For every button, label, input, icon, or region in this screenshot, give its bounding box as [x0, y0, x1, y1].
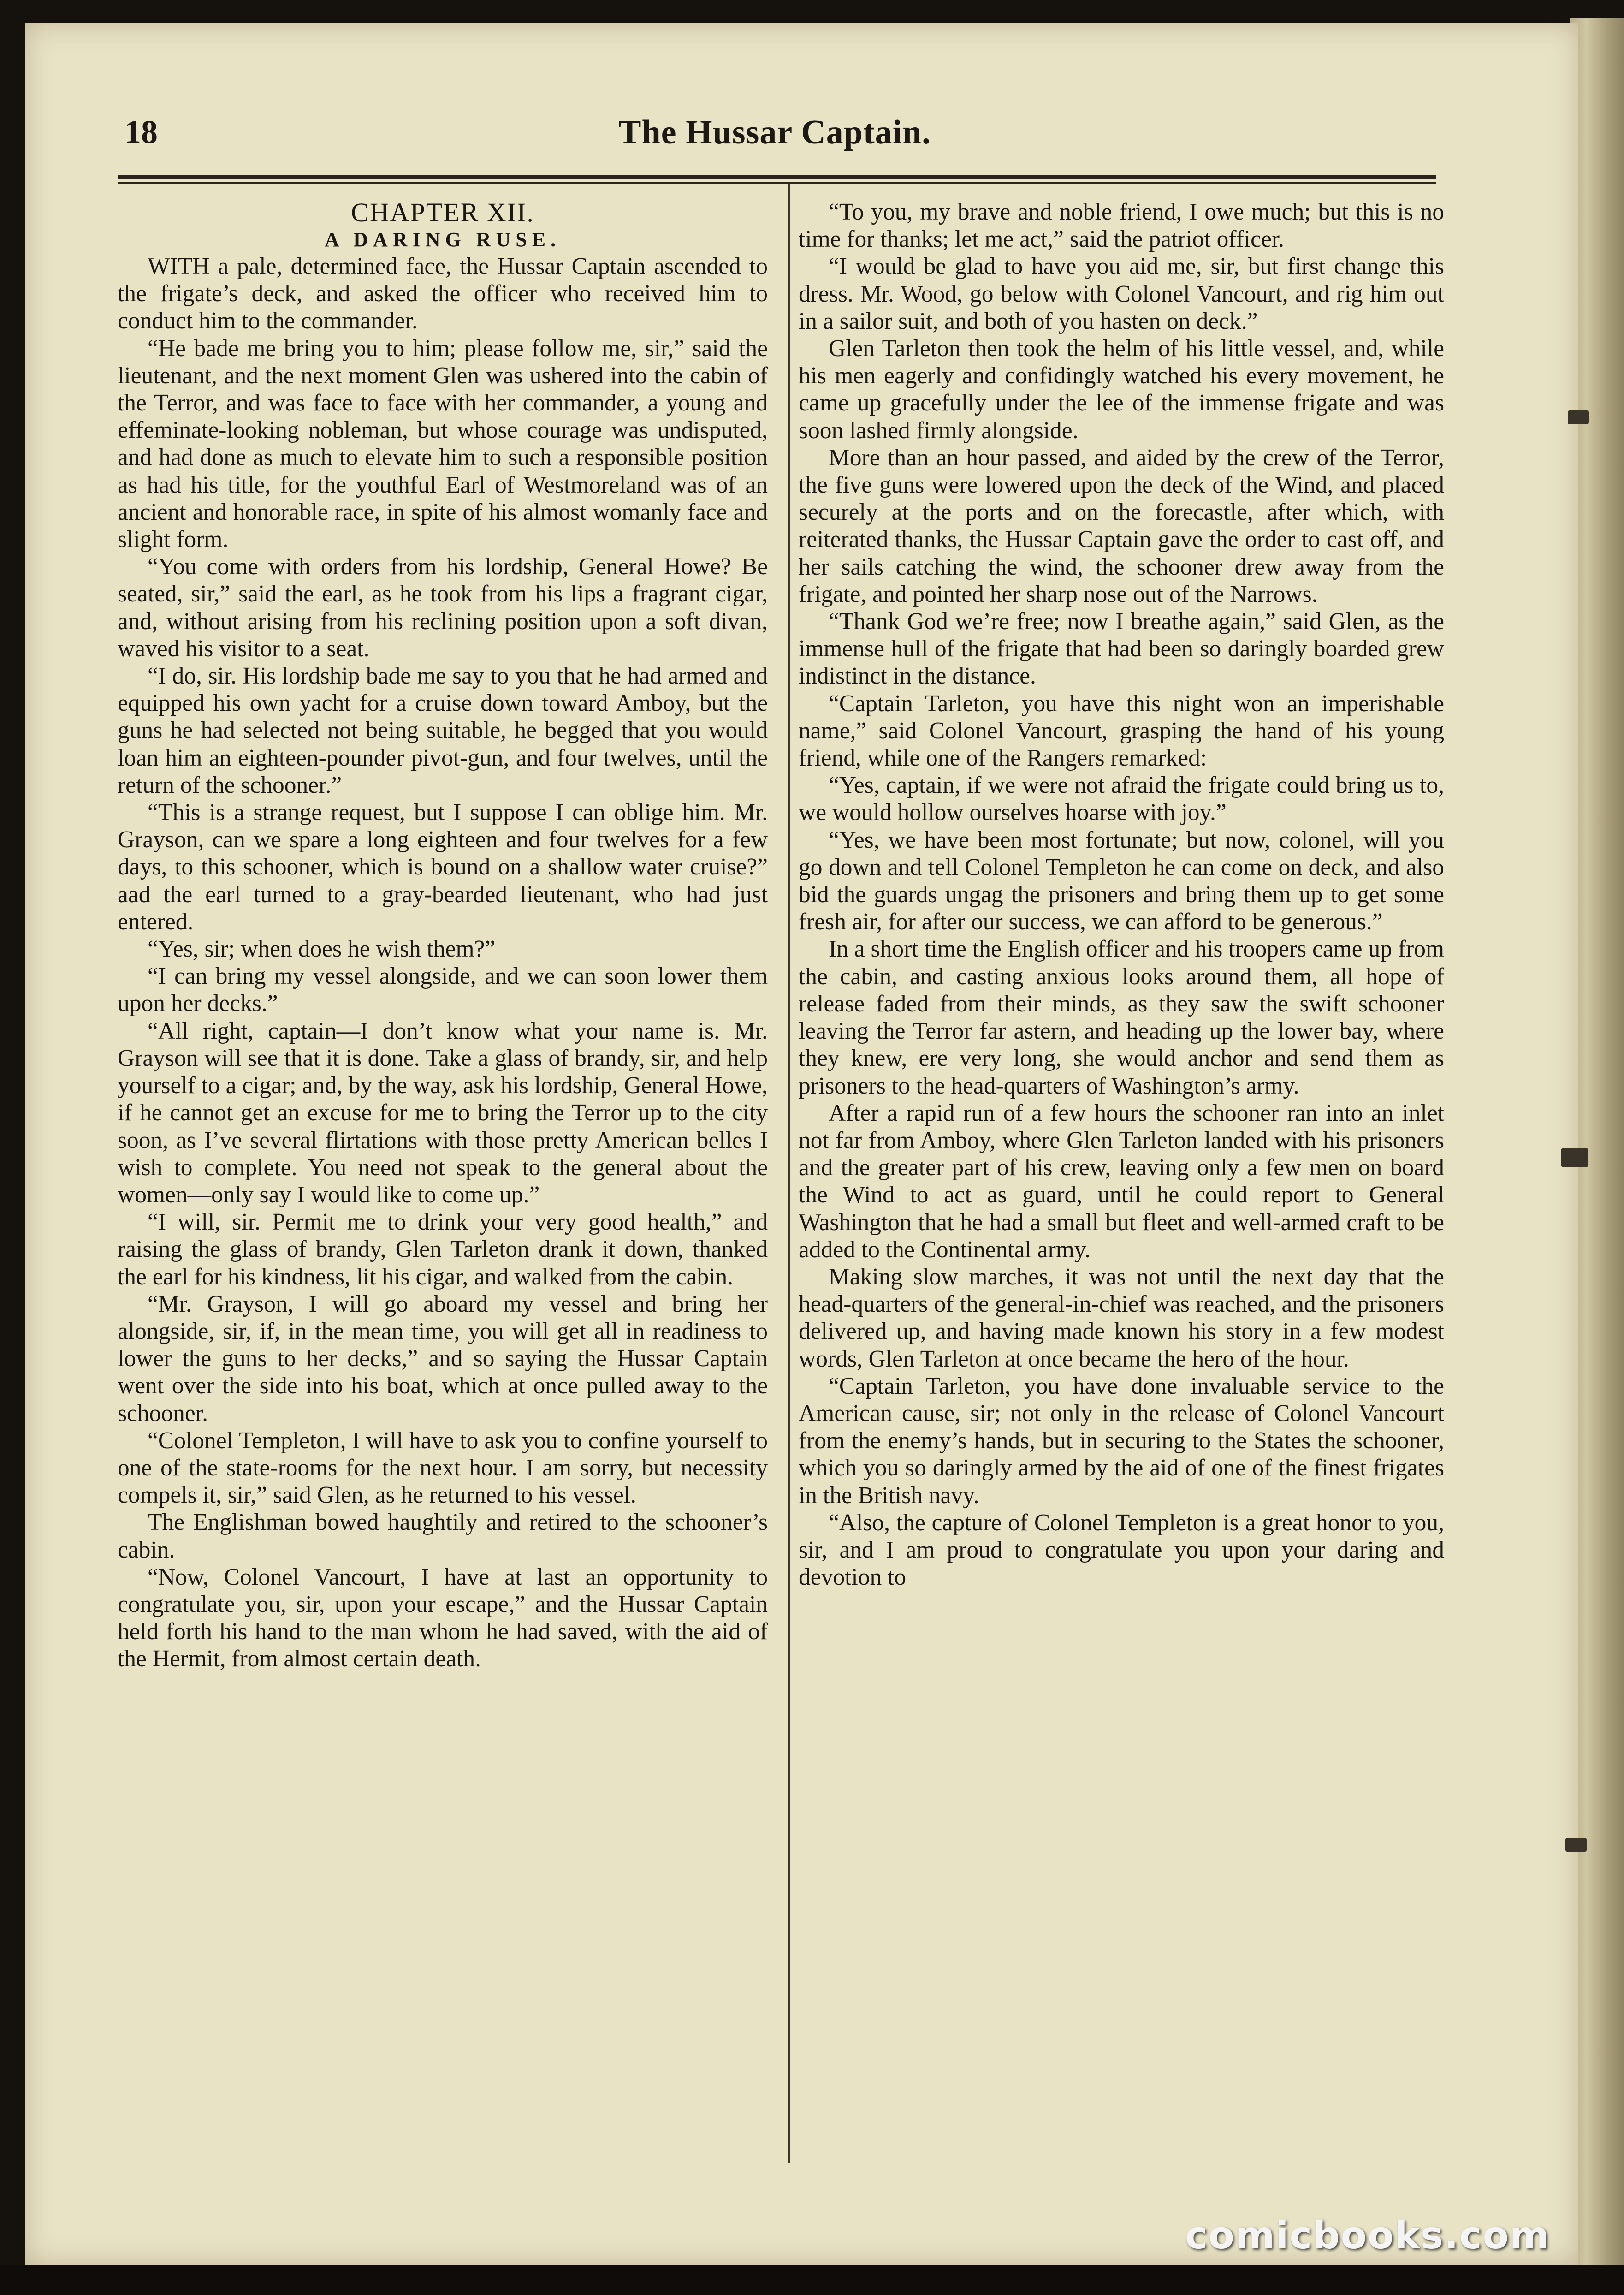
paragraph: More than an hour passed, and aided by the crew of the Terror, the five guns were lowered upon the deck of the Wind, and placed securely at the ports and on the forecastle, after which, with reiterated thanks, the Hussar Captain gave the order to cast off, and her sails catching the wind, the schooner drew away from the frigate, and pointed her sharp nose out of the Narrows.	[799, 444, 1444, 607]
left-column	[118, 198, 768, 1673]
paragraph: “I will, sir. Permit me to drink your very good health,” and raising the glass of brandy, Glen Tarleton drank it down, thanked the earl for his kindness, lit his cigar, and walked from the cabin.	[118, 1209, 768, 1290]
scan-bottom-border	[0, 2265, 1624, 2295]
running-title: The Hussar Captain.	[618, 113, 931, 151]
binding-clip-icon	[1565, 1838, 1587, 1852]
chapter-subtitle: A DARING RUSE.	[324, 228, 561, 251]
chapter-heading: CHAPTER XII.	[351, 197, 534, 227]
paragraph: Making slow marches, it was not until the next day that the head-quarters of the general-in-chief was reached, and the prisoners delivered up, and having made known his story in a few modest words, Glen Tarleton at once became the hero of the hour.	[799, 1263, 1444, 1372]
paragraph: “I can bring my vessel alongside, and we can soon lower them upon her decks.”	[118, 963, 768, 1017]
header-rule-thin	[118, 182, 1436, 184]
paragraph: “Captain Tarleton, you have done invaluable service to the American cause, sir; not only in the release of Colonel Vancourt from the enemy’s hands, but in securing to the States the schooner, which you so daringly armed by the aid of one of the finest frigates in the British navy.	[799, 1373, 1444, 1509]
paragraph: “Mr. Grayson, I will go aboard my vessel and bring her alongside, sir, if, in the mean time, you will get all in readiness to lower the guns to her decks,” and so saying the Hussar Captain went over the side into his boat, which at once pulled away to the schooner.	[118, 1290, 768, 1427]
paragraph: “Now, Colonel Vancourt, I have at last an opportunity to congratulate you, sir, upon your escape,” and the Hussar Captain held forth his hand to the man whom he had saved, with the aid of the Hermit, from almost certain death.	[118, 1564, 768, 1672]
paragraph: “Thank God we’re free; now I breathe again,” said Glen, as the immense hull of the frigate that had been so daringly boarded grew indistinct in the distance.	[799, 608, 1444, 690]
paragraph: “All right, captain—I don’t know what your name is. Mr. Grayson will see that it is done. Take a glass of brandy, sir, and help yourself to a cigar; and, by the way, ask his lordship, General Howe, if he cannot get an excuse for me to bring the Terror up to the city soon, as I’ve several flirtations with those pretty American belles I wish to complete. You need not speak to the general about the women—only say I would like to come up.”	[118, 1017, 768, 1208]
paragraph: “Yes, we have been most fortunate; but now, colonel, will you go down and tell Colonel Templeton he can come on deck, and also bid the guards ungag the prisoners and bring them up to get some fresh air, for after our success, we can afford to be generous.”	[799, 826, 1444, 935]
page-number: 18	[124, 113, 158, 150]
paragraph: “Yes, sir; when does he wish them?”	[148, 936, 496, 963]
paragraph: “Captain Tarleton, you have this night won an imperishable name,” said Colonel Vancourt, grasping the hand of his young friend, while one of the Rangers remarked:	[799, 690, 1444, 772]
paragraph: The Englishman bowed haughtily and retired to the schooner’s cabin.	[118, 1509, 768, 1563]
paragraph: “I would be glad to have you aid me, sir, but first change this dress. Mr. Wood, go below with Colonel Vancourt, and rig him out in a sailor suit, and both of you hasten on deck.”	[799, 253, 1444, 334]
paragraph: Glen Tarleton then took the helm of his little vessel, and, while his men eagerly and confidingly watched his every movement, he came up gracefully under the lee of the immense frigate and was soon lashed firmly alongside.	[799, 335, 1444, 444]
binding-clip-icon	[1561, 1148, 1588, 1167]
header-rule	[118, 175, 1436, 179]
binding-clip-icon	[1568, 410, 1589, 424]
paragraph: “I do, sir. His lordship bade me say to you that he had armed and equipped his own yacht for a cruise down toward Amboy, but the guns he had selected not being suitable, he begged that you would loan him an eighteen-pounder pivot-gun, and four twelves, until the return of the schooner.”	[118, 663, 768, 798]
paragraph: “Yes, captain, if we were not afraid the frigate could bring us to, we would hollow ourselves hoarse with joy.”	[799, 772, 1444, 826]
paragraph: “This is a strange request, but I suppose I can oblige him. Mr. Grayson, can we spare a long eighteen and four twelves for a few days, to this schooner, which is bound on a shallow water cruise?” aad the earl turned to a gray-bearded lieutenant, who had just entered.	[118, 799, 768, 935]
paragraph: WITH a pale, determined face, the Hussar Captain ascended to the frigate’s deck, and asked the officer who received him to conduct him to the commander.	[118, 253, 768, 334]
paragraph: In a short time the English officer and his troopers came up from the cabin, and casting anxious looks around them, all hope of release faded from their minds, as they saw the swift schooner leaving the Terror far astern, and heading up the lower bay, where they knew, ere very long, she would anchor and send them as prisoners to the head-quarters of Washington’s army.	[799, 936, 1444, 1099]
column-divider	[788, 184, 790, 2163]
paragraph: “You come with orders from his lordship, General Howe? Be seated, sir,” said the earl, as he took from his lips a fragrant cigar, and, without arising from his reclining position upon a soft divan, waved his visitor to a seat.	[118, 553, 768, 662]
right-column	[799, 198, 1444, 1591]
paragraph: “Colonel Templeton, I will have to ask you to confine yourself to one of the state-rooms for the next hour. I am sorry, but necessity compels it, sir,” said Glen, as he returned to his vessel.	[118, 1427, 768, 1509]
paragraph: After a rapid run of a few hours the schooner ran into an inlet not far from Amboy, where Glen Tarleton landed with his prisoners and the greater part of his crew, leaving only a few men on board the Wind to act as guard, until he could report to General Washington that he had a small but fleet and well-armed craft to be added to the Continental army.	[799, 1100, 1444, 1263]
site-watermark: comicbooks.com	[1185, 2214, 1550, 2258]
page-header	[106, 108, 1443, 173]
paragraph: “He bade me bring you to him; please follow me, sir,” said the lieutenant, and the next moment Glen was ushered into the cabin of the Terror, and was face to face with her commander, a young and effeminate-looking nobleman, but whose courage was undisputed, and had done as much to elevate him to such a responsible position as had his title, for the youthful Earl of Westmoreland was of an ancient and honorable race, in spite of his almost womanly face and slight form.	[118, 335, 768, 553]
paragraph: “Also, the capture of Colonel Templeton is a great honor to you, sir, and I am proud to congratulate you upon your daring and devotion to	[799, 1509, 1444, 1591]
paragraph: “To you, my brave and noble friend, I owe much; but this is no time for thanks; let me act,” said the patriot officer.	[799, 199, 1444, 253]
